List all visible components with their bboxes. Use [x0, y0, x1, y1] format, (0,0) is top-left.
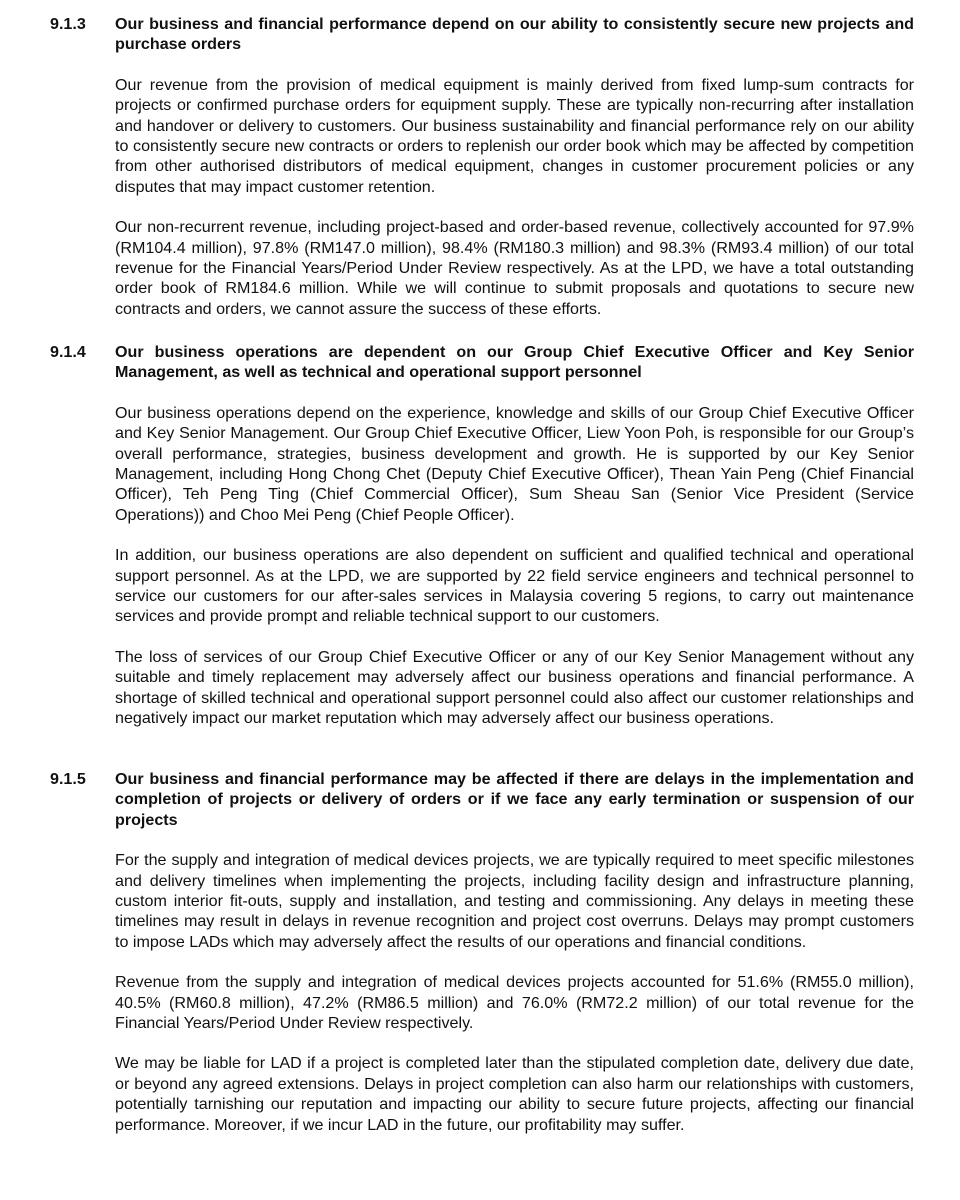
section-9-1-3 — [0, 14, 960, 319]
paragraph: The loss of services of our Group Chief Executive Officer or any of our Key Senior Management without any suitable and timely replacement may adversely affect our business operations and financial performance. A shortage of skilled technical and operational support personnel could also affect our customer relationships and negatively impact our market reputation which may adversely affect our business operations. — [115, 647, 914, 728]
paragraph: In addition, our business operations are also dependent on sufficient and qualified technical and operational support personnel. As at the LPD, we are supported by 22 field service engineers and technical personnel to service our customers for our after-sales services in Malaysia covering 5 regions, to carry out maintenance services and provide prompt and reliable technical support to our customers. — [115, 546, 914, 626]
section-title: Our business operations are dependent on our Group Chief Executive Officer and Key Senior Management, as well as technical and operational support personnel — [115, 343, 914, 382]
paragraph: Revenue from the supply and integration of medical devices projects accounted for 51.6% (RM55.0 million), 40.5% (RM60.8 million), 47.2% (RM86.5 million) and 76.0% (RM72.2 million) of our total revenue for the Financial Years/Period Under Review respectively. — [115, 973, 914, 1033]
section-number: 9.1.4 — [50, 343, 86, 361]
paragraph: Our revenue from the provision of medical equipment is mainly derived from fixed lump-sum contracts for projects or confirmed purchase orders for equipment supply. These are typically non-recurring after installation and handover or delivery to customers. Our business sustainability and financial performance rely on our ability to consistently secure new contracts or orders to replenish our order book which may be affected by competition from other authorised distributors of medical equipment, changes in customer procurement policies or any disputes that may impact customer retention. — [115, 75, 914, 196]
paragraph: Our non-recurrent revenue, including project-based and order-based revenue, collectively accounted for 97.9% (RM104.4 million), 97.8% (RM147.0 million), 98.4% (RM180.3 million) and 98.3% (RM93.4 million) of our total revenue for the Financial Years/Period Under Review respectively. As at the LPD, we have a total outstanding order book of RM184.6 million. While we will continue to submit proposals and quotations to secure new contracts and orders, we cannot assure the success of these efforts. — [115, 218, 914, 318]
section-9-1-5 — [0, 769, 960, 1135]
section-number: 9.1.3 — [50, 15, 86, 33]
section-title: Our business and financial performance may be affected if there are delays in the implementation and completion of projects or delivery of orders or if we face any early termination or suspension of our projects — [115, 770, 914, 829]
section-title: Our business and financial performance depend on our ability to consistently secure new projects and purchase orders — [115, 15, 914, 54]
section-9-1-4 — [0, 342, 960, 729]
paragraph: Our business operations depend on the experience, knowledge and skills of our Group Chief Executive Officer and Key Senior Management. Our Group Chief Executive Officer, Liew Yoon Poh, is responsible for our Group’s overall performance, strategies, business development and growth. He is supported by our Key Senior Management, including Hong Chong Chet (Deputy Chief Executive Officer), Thean Yain Peng (Chief Financial Officer), Teh Peng Ting (Chief Commercial Officer), Sum Sheau San (Senior Vice President (Service Operations)) and Choo Mei Peng (Chief People Officer). — [115, 403, 914, 524]
paragraph: We may be liable for LAD if a project is completed later than the stipulated completion date, delivery due date, or beyond any agreed extensions. Delays in project completion can also harm our relationships with customers, potentially tarnishing our reputation and impacting our ability to secure future projects, affecting our financial performance. Moreover, if we incur LAD in the future, our profitability may suffer. — [115, 1054, 914, 1134]
paragraph: For the supply and integration of medical devices projects, we are typically required to meet specific milestones and delivery timelines when implementing the projects, including facility design and infrastructure planning, custom interior fit-outs, supply and installation, and testing and commissioning. Any delays in meeting these timelines may result in delays in revenue recognition and project cost overruns. Delays may prompt customers to impose LADs which may adversely affect the results of our operations and financial conditions. — [115, 851, 914, 951]
section-number: 9.1.5 — [50, 770, 86, 788]
